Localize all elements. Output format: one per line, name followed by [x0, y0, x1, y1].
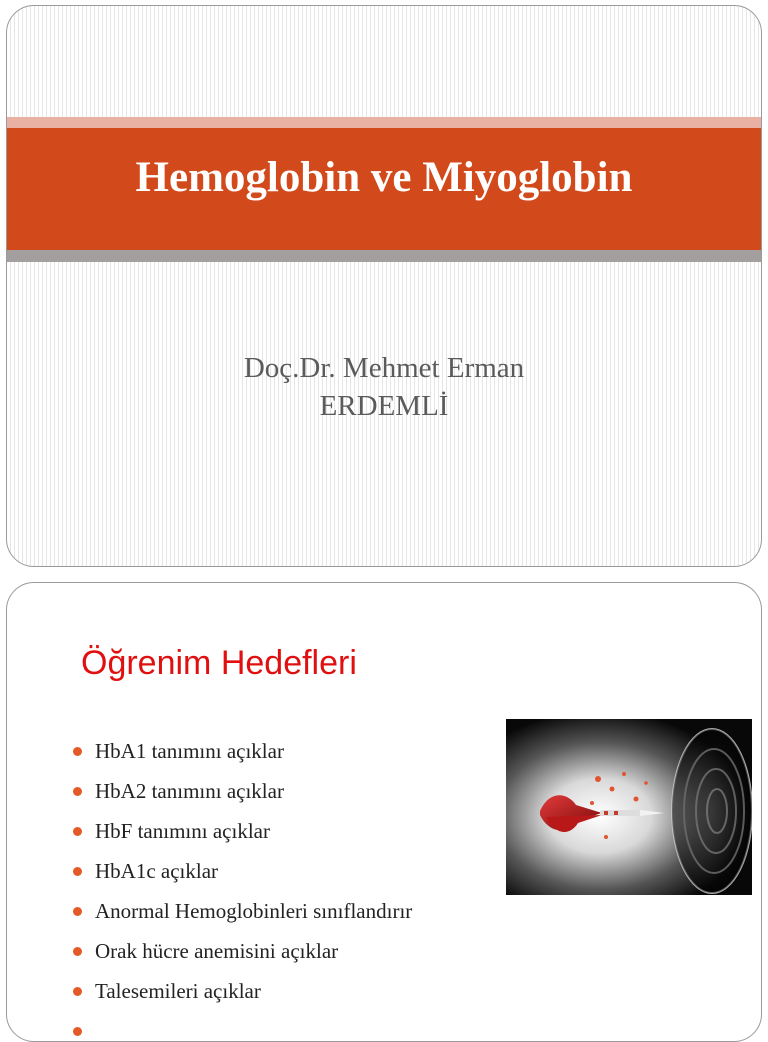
list-item [71, 811, 412, 851]
list-item [71, 971, 412, 1011]
bullet-dot-icon [73, 867, 82, 876]
dart-target-icon [506, 719, 752, 895]
bullet-dot-icon [73, 827, 82, 836]
list-item-text: Talesemileri açıklar [95, 979, 261, 1003]
slide-heading: Öğrenim Hedefleri [81, 644, 357, 682]
title-band-top-stripe [7, 117, 761, 128]
list-item-text: HbA1c açıklar [95, 859, 219, 883]
list-item [71, 891, 412, 931]
objectives-slide [6, 582, 762, 1042]
slide-title: Hemoglobin ve Miyoglobin [135, 154, 633, 201]
bullet-dot-icon [73, 947, 82, 956]
list-item [71, 931, 412, 971]
list-item [71, 1011, 412, 1042]
title-band-bottom-stripe [7, 250, 761, 262]
list-item-text: HbA2 tanımını açıklar [95, 779, 284, 803]
list-item-text: Orak hücre anemisini açıklar [95, 939, 339, 963]
title-slide [6, 5, 762, 567]
dart-target-image [506, 719, 752, 895]
author-name [7, 349, 761, 425]
author-line-2: ERDEMLİ [319, 390, 449, 422]
list-item-text: Anormal Hemoglobinleri sınıflandırır [95, 899, 413, 923]
bullet-dot-icon [73, 787, 82, 796]
list-item [71, 771, 412, 811]
list-item-text: HbF tanımını açıklar [95, 819, 270, 843]
author-line-1: Doç.Dr. Mehmet Erman [243, 352, 525, 384]
list-item-text: HbA1 tanımını açıklar [95, 739, 284, 763]
bullet-dot-icon [73, 907, 82, 916]
bullet-dot-icon [73, 987, 82, 996]
objectives-list [71, 731, 412, 1042]
list-item [71, 731, 412, 771]
bullet-dot-icon [73, 1027, 82, 1036]
bullet-dot-icon [73, 747, 82, 756]
list-item [71, 851, 412, 891]
